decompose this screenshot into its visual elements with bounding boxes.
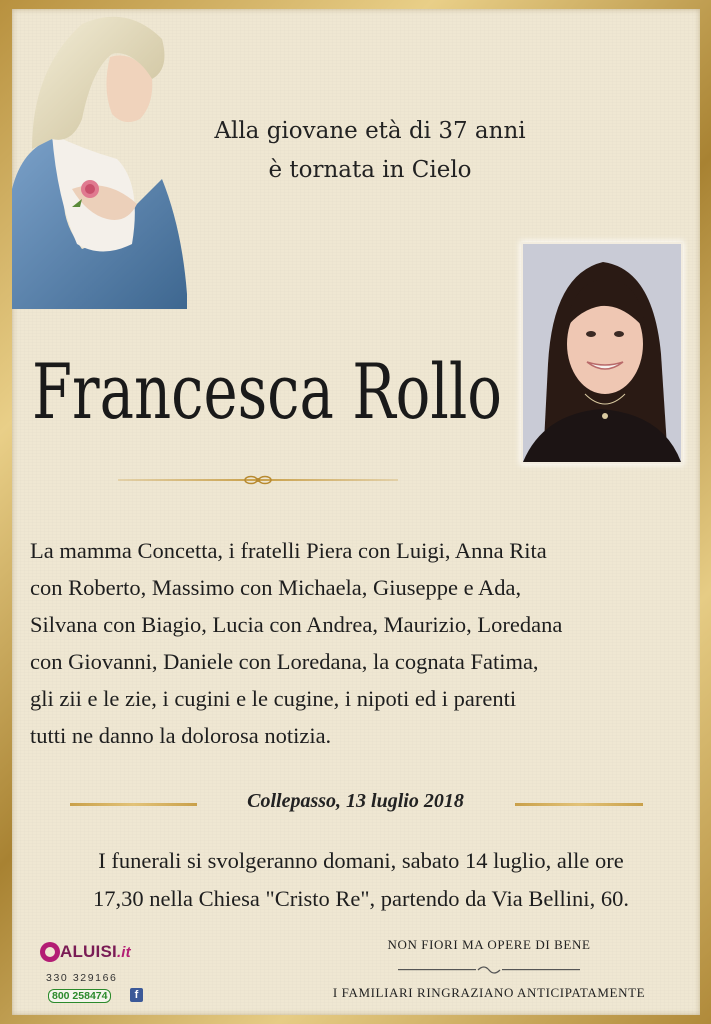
funeral-info: [30, 842, 692, 918]
intro-line-1: Alla giovane età di 37 anni: [214, 118, 526, 144]
date-right-line: [515, 803, 643, 806]
announcement-line: con Roberto, Massimo con Michaela, Giuseppe e Ada,: [30, 575, 522, 600]
date-row: [0, 790, 711, 820]
place-date: Collepasso, 13 luglio 2018: [247, 790, 464, 812]
ornament-divider: [118, 470, 398, 490]
logo-brand: ALUISI.it: [60, 942, 131, 961]
announcement-line: La mamma Concetta, i fratelli Piera con Luigi, Anna Rita: [30, 538, 547, 563]
ringraziano-text: I FAMILIARI RINGRAZIANO ANTICIPATAMENTE: [332, 985, 646, 1000]
madonna-illustration: [12, 9, 187, 309]
announcement-line: con Giovanni, Daniele con Loredana, la cognata Fatima,: [30, 649, 539, 674]
logo-emblem-icon: [38, 940, 62, 964]
intro-line-2: è tornata in Cielo: [268, 157, 472, 183]
small-ornament-divider: [398, 963, 580, 977]
funeral-line-1: I funerali si svolgeranno domani, sabato 14 luglio, alle ore: [98, 848, 624, 873]
intro-text: [190, 112, 550, 190]
announcement-line: gli zii e le zie, i cugini e le cugine, i nipoti ed i parenti: [30, 686, 517, 711]
logo-phone: 330 329166: [46, 972, 118, 984]
announcement-paragraph: [30, 532, 692, 754]
announcement-line: tutti ne danno la dolorosa notizia.: [30, 723, 332, 748]
portrait-photo: [523, 244, 681, 462]
toll-free-number[interactable]: 800 258474: [48, 989, 111, 1003]
facebook-icon[interactable]: f: [130, 988, 143, 1002]
aluisi-logo[interactable]: [38, 940, 158, 1010]
funeral-line-2: 17,30 nella Chiesa "Cristo Re", partendo da Via Bellini, 60.: [93, 886, 629, 911]
announcement-line: Silvana con Biagio, Lucia con Andrea, Maurizio, Loredana: [30, 612, 563, 637]
deceased-name: [30, 300, 510, 470]
deceased-name-text: Francesca Rollo: [32, 347, 502, 436]
non-fiori-text: NON FIORI MA OPERE DI BENE: [387, 937, 591, 952]
